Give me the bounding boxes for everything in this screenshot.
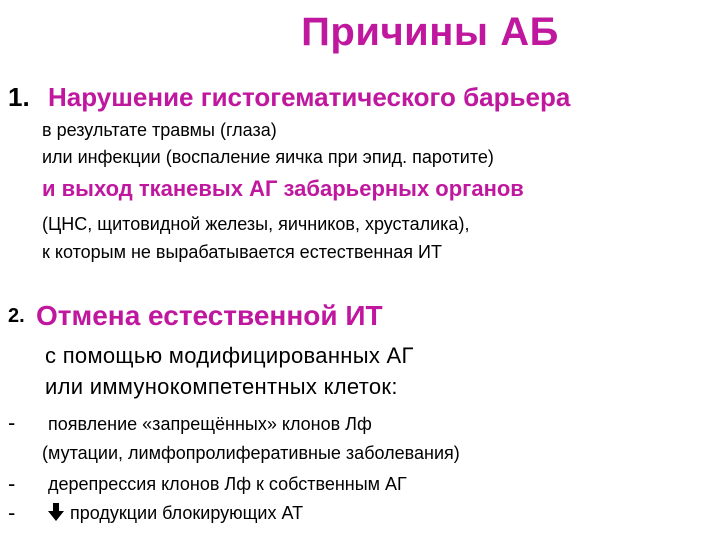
section-2-number: 2. — [8, 305, 25, 327]
section-2-heading: Отмена естественной ИТ — [36, 300, 383, 331]
section-1-line-1: в результате травмы (глаза) — [42, 120, 277, 140]
section-1-detail-1: (ЦНС, щитовидной железы, яичников, хрусталика), — [42, 214, 470, 234]
section-1-line-2: или инфекции (воспаление яичка при эпид. паротите) — [42, 147, 494, 167]
list-item-3-text: продукции блокирующих АТ — [70, 503, 304, 523]
list-item-3 — [48, 503, 303, 524]
list-item-1-text: появление «запрещённых» клонов Лф — [48, 414, 372, 434]
list-item-2-dash: - — [8, 471, 16, 496]
section-1-number: 1. — [8, 82, 30, 112]
list-item-1-continuation: (мутации, лимфопролиферативные заболевания) — [42, 443, 460, 463]
list-item-2-text: дерепрессия клонов Лф к собственным АГ — [48, 474, 407, 494]
section-1-heading: Нарушение гистогематического барьера — [48, 82, 571, 112]
list-item-3-dash: - — [8, 500, 16, 525]
down-arrow-icon — [48, 503, 64, 521]
list-item-1-dash: - — [8, 410, 16, 435]
section-1-subheading: и выход тканевых АГ забарьерных органов — [42, 176, 524, 201]
section-2-line-2: или иммунокомпетентных клеток: — [45, 374, 398, 399]
section-2-line-1: с помощью модифицированных АГ — [45, 343, 414, 368]
page-title: Причины АБ — [301, 10, 559, 54]
section-1-detail-2: к которым не вырабатывается естественная ИТ — [42, 242, 442, 262]
